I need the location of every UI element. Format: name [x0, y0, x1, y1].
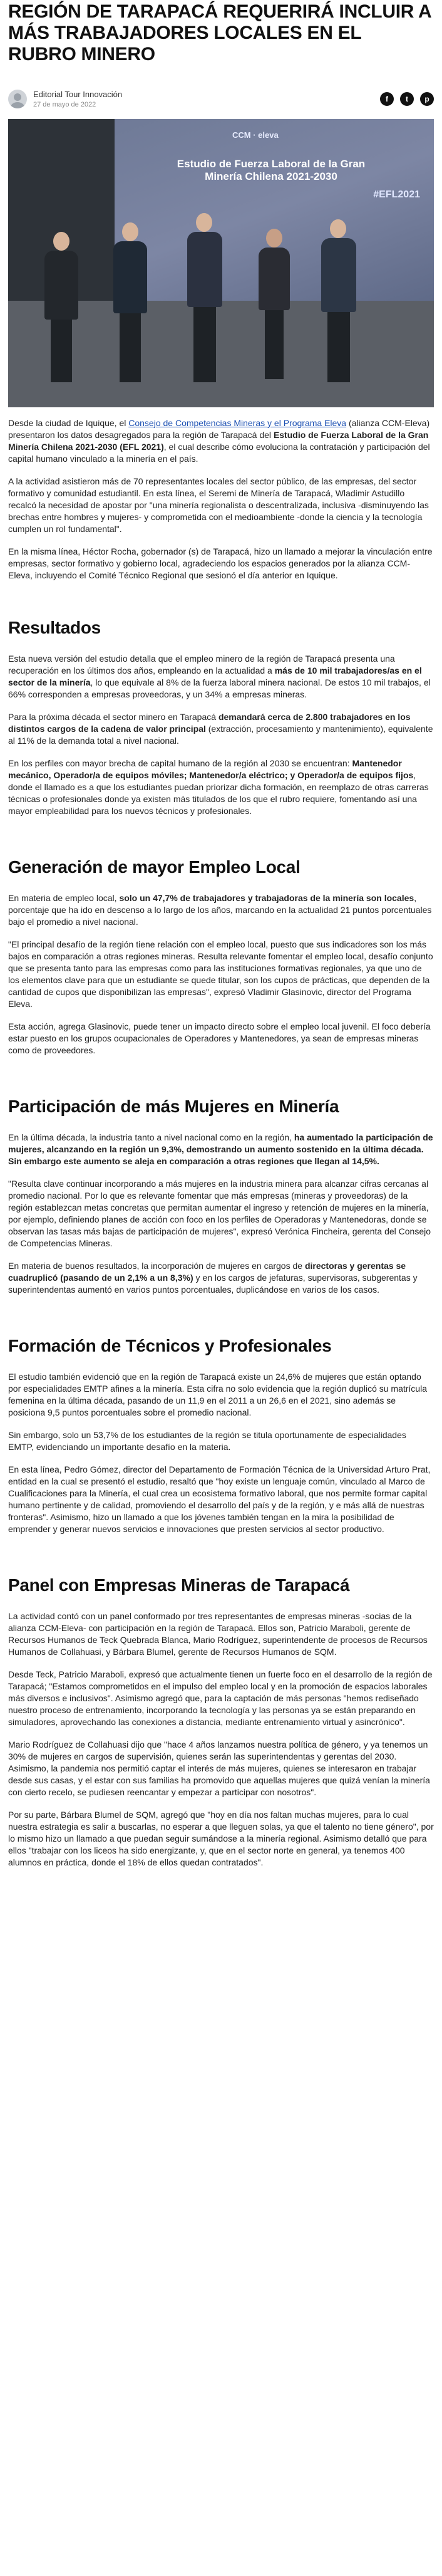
highlight-text: solo un 47,7% de trabajadores y trabajadoras de la minería son locales: [119, 893, 414, 903]
mujeres-paragraph-1: [8, 1132, 434, 1167]
resultados-paragraph-1: [8, 653, 434, 701]
ccm-eleva-link[interactable]: Consejo de Competencias Mineras y el Programa Eleva: [128, 418, 347, 428]
pinterest-icon[interactable]: p: [420, 92, 434, 106]
author-name[interactable]: Editorial Tour Innovación: [33, 90, 123, 99]
text-span: , el cual describe cómo evoluciona la contratación y participación del capital humano vinculado a la minería en el país.: [8, 442, 430, 464]
highlight-text: demandará cerca de 2.800 trabajadores en los distintos cargos de la cadena de valor principal: [8, 712, 411, 734]
screen-logos: CCM · eleva: [232, 130, 279, 140]
section-heading-resultados: Resultados: [8, 618, 101, 637]
twitter-icon[interactable]: t: [400, 92, 414, 106]
text-span: En los perfiles con mayor brecha de capital humano de la región al 2030 se encuentran:: [8, 758, 352, 768]
tecnicos-paragraph-2: Sin embargo, solo un 53,7% de los estudiantes de la región se titula oportunamente de especialidades EMTP, evidenciando un importante desafío en la materia.: [8, 1430, 406, 1452]
highlight-text: ha aumentado la participación de mujeres, alcanzando en la región un 9,3%, demostrando un aumento sostenido en la última década. Sin embargo este aumento se aleja en comparación a otras regiones que llegan al 14,5%.: [8, 1132, 433, 1166]
study-name: Estudio de Fuerza Laboral de la Gran Minería Chilena 2021-2030 (EFL 2021): [8, 430, 429, 452]
text-span: (extracción, procesamiento y mantenimiento), equivalente al 11% de la demanda total a nivel nacional.: [8, 724, 433, 746]
publish-date: 27 de mayo de 2022: [33, 101, 96, 108]
text-span: En la última década, la industria tanto a nivel nacional como en la región,: [8, 1132, 294, 1142]
text-span: , porcentaje que ha ido en descenso a lo largo de los años, marcando en la actualidad 21 puntos porcentuales bajo el promedio a nivel nacional.: [8, 893, 432, 927]
article-meta: [8, 86, 434, 112]
section-heading-mujeres: Participación de más Mujeres en Minería: [8, 1097, 339, 1116]
facebook-icon[interactable]: f: [380, 92, 394, 106]
author-avatar: [8, 90, 27, 108]
highlight-text: Mantenedor mecánico, Operador/a de equipos móviles; Mantenedor/a eléctrico; y Operador/a de equipos fijos: [8, 758, 414, 780]
mujeres-paragraph-2: "Resulta clave continuar incorporando a más mujeres en la industria minera para alcanzar cifras cercanas al promedio nacional. Por lo que es relevante fomentar que más empresas (mineras y proveedoras) de la región establezcan metas concretas que permitan aumentar el ingreso y retención de mujeres en la minería, por ejemplo, definiendo planes de acción con foco en los perfiles de Operadoras y Mantenedoras, donde se observan las tasas más bajas de participación de mujeres", expresó Verónica Fincheira, gerenta del Consejo de Competencias Mineras.: [8, 1179, 431, 1248]
text-span: Desde la ciudad de Iquique, el: [8, 418, 129, 428]
text-span: y en los cargos de jefaturas, supervisoras, subgerentas y superintendentas aumentó en varios puntos porcentuales, duplicándose en varios de los casos.: [8, 1273, 418, 1295]
screen-hashtag: #EFL2021: [373, 189, 420, 200]
section-heading-panel: Panel con Empresas Mineras de Tarapacá: [8, 1575, 350, 1595]
article-title: REGIÓN DE TARAPACÁ REQUERIRÁ INCLUIR A MÁS TRABAJADORES LOCALES EN EL RUBRO MINERO: [8, 1, 431, 65]
intro-paragraph-3: En la misma línea, Héctor Rocha, gobernador (s) de Tarapacá, hizo un llamado a mejorar la vinculación entre empresas, sector formativo y gobierno local, agradeciendo los espacios generados por la alianza CCM-Eleva, incluyendo el Comité Técnico Regional que sesionó el día anterior en Iquique.: [8, 546, 433, 580]
tecnicos-paragraph-3: En esta línea, Pedro Gómez, director del Departamento de Formación Técnica de la Universidad Arturo Prat, entidad en la cual se presentó el estudio, resaltó que "hoy existe un lenguaje común, vinculado al Marco de Cualificaciones para la Minería, el cual crea un ecosistema formativo laboral, que nos permite formar capital humano pertinente y de calidad, promoviendo el desarrollo del país y de la región, y e más allá de nuestras fronteras". Asimismo, hizo un llamado a que los jóvenes también tengan en la mira la posibilidad de emprender y generar nuevos servicios e innovaciones que presten servicios al sector productivo.: [8, 1464, 431, 1534]
text-span: Para la próxima década el sector minero en Tarapacá: [8, 712, 218, 722]
panel-paragraph-2: Desde Teck, Patricio Maraboli, expresó que actualmente tienen un fuerte foco en el desarrollo de la región de Tarapacá; "Estamos comprometidos en el impulso del empleo local y en la promoción de espacios laborales más diversos e inclusivos". Asimismo agregó que, para la captación de más personas "hemos rediseñado nuestro proceso de entrenamiento, incorporando la tecnología y las personas ya se están preparando en simuladores, aprovechando las conexiones a distancia, mediante entrenamiento virtual y asincrónico".: [8, 1669, 433, 1727]
highlight-text: más de 10 mil trabajadores/as en el sector de la minería: [8, 665, 422, 687]
panel-paragraph-3: Mario Rodríguez de Collahuasi dijo que "hace 4 años lanzamos nuestra política de género, y ya tenemos un 30% de mujeres en cargos de supervisión, quienes serán las superintendentas y gerentas del 2030. Asimismo, la pandemia nos permitió captar el interés de más mujeres, quienes se interesaron en trabajar desde sus casas, y el estar con sus familias ha promovido que aquellas mujeres que quizá venían la minería con cierto recelo, se pudiesen reencantar y empezar a participar con nosotros".: [8, 1739, 430, 1797]
author-info: [33, 90, 122, 108]
highlight-text: directoras y gerentas se cuadruplicó (pasando de un 2,1% a un 8,3%): [8, 1261, 406, 1283]
text-span: , lo que equivale al 8% de la fuerza laboral minera nacional. De estos 10 mil trabajos, el 66% corresponden a empresas proveedoras, y un 34% a empresas mineras.: [8, 677, 431, 699]
empleo-paragraph-2: "El principal desafío de la región tiene relación con el empleo local, puesto que sus indicadores son los más bajos en comparación a otras regiones mineras. Resulta relevante fomentar el empleo local, desafío conjunto que se presenta tanto para las empresas como para las instituciones formativas regionales, ya que uno de los elementos clave para que un estudiante se quede titular, son los cupos de prácticas, que dependen de la cantidad de cupos que disponibilizan las empresas", expresó Vladimir Glasinovic, director del Programa Eleva.: [8, 939, 433, 1009]
resultados-paragraph-3: [8, 758, 434, 817]
resultados-paragraph-2: [8, 711, 434, 747]
share-buttons: [380, 92, 434, 106]
empleo-paragraph-3: Esta acción, agrega Glasinovic, puede tener un impacto directo sobre el empleo local juvenil. El foco debería estar puesto en los grupos ocupacionales de Operadores y Mantenedores, ya sean de empresas mineras como de proveedores.: [8, 1021, 431, 1055]
intro-paragraph-2: A la actividad asistieron más de 70 representantes locales del sector público, de las empresas, del sector formativo y comunidad estudiantil. En esta línea, el Seremi de Minería de Tarapacá, Wladimir Astudillo recalcó la necesidad de apostar por "una minería regionalista o descentralizada, inclusiva -disminuyendo las brechas entre hombres y mujeres- y comprometida con el medioambiente -donde la ciencia y la tecnología cumplen un rol fundamental".: [8, 476, 429, 534]
text-span: , donde el llamado es a que los estudiantes puedan priorizar dicha formación, en reemplazo de otras carreras técnicas o profesionales donde ya existen más titulados de los que el rubro requiere, fomentando así una mayor empleabilidad para los nuevos técnicos y profesionales.: [8, 770, 429, 816]
text-span: En materia de empleo local,: [8, 893, 120, 903]
hero-photo: [8, 119, 434, 407]
section-heading-empleo-local: Generación de mayor Empleo Local: [8, 857, 301, 877]
intro-paragraph-1: [8, 417, 434, 465]
mujeres-paragraph-3: [8, 1260, 434, 1296]
tecnicos-paragraph-1: El estudio también evidenció que en la región de Tarapacá existe un 24,6% de mujeres que están optando por especialidades EMTP afines a la minería. Esta cifra no solo evidencia que la región duplicó su matrícula femenina en la última década, pasando de un 11,9 en el 2011 a un 26,6 en el 2021, sino además se posiciona 9,5 puntos porcentuales sobre el promedio nacional.: [8, 1372, 427, 1417]
panel-paragraph-1: La actividad contó con un panel conformado por tres representantes de empresas mineras -socias de la alianza CCM-Eleva- con participación en la región de Tarapacá. Ellos son, Patricio Maraboli, gerente de Recursos Humanos de Teck Quebrada Blanca, Mario Rodríguez, superintendente de procesos de Recursos Humanos de Collahuasi, y Bárbara Blumel, gerente de Recursos Humanos de SQM.: [8, 1611, 428, 1657]
empleo-paragraph-1: [8, 892, 434, 928]
text-span: En materia de buenos resultados, la incorporación de mujeres en cargos de: [8, 1261, 305, 1271]
text-span: (alianza CCM-Eleva) presentaron los datos desagregados para la región de Tarapacá del: [8, 418, 430, 440]
section-heading-tecnicos: Formación de Técnicos y Profesionales: [8, 1336, 332, 1355]
panel-paragraph-4: Por su parte, Bárbara Blumel de SQM, agregó que "hoy en día nos faltan muchas mujeres, para lo cual nuestra estrategia es salir a buscarlas, no esperar a que lleguen solas, ya que el talento no tiene género", por lo mismo hizo un llamado a que puedan seguir sumándose a la minería regional. Asimismo detalló que para ellos "trabajar con los liceos ha sido energizante, y, que en el sector norte en general, ya tenemos 400 alumnos en práctica, donde el 18% de ellos quedan contratados".: [8, 1810, 434, 1867]
text-span: Esta nueva versión del estudio detalla que el empleo minero de la región de Tarapacá presenta una recuperación en los últimos dos años, empleando en la actualidad a: [8, 654, 395, 675]
screen-title: Estudio de Fuerza Laboral de la Gran Minería Chilena 2021-2030: [177, 158, 366, 182]
